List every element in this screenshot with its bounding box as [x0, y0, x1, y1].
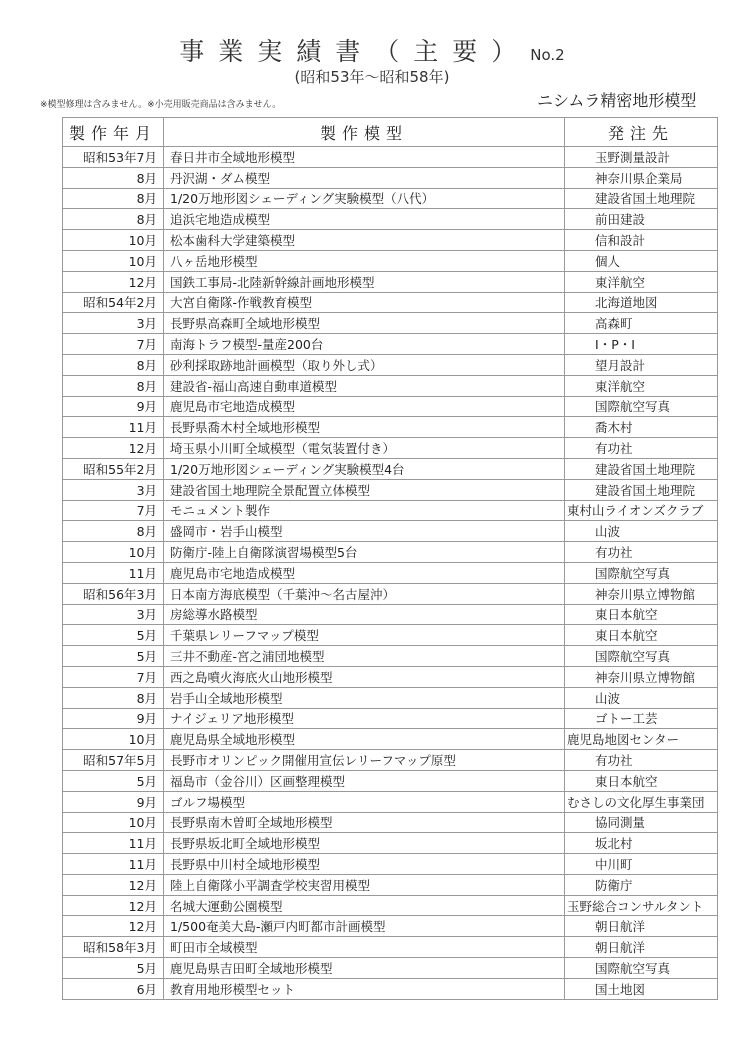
table-row: [63, 916, 718, 937]
date-cell: 昭和53年7月: [63, 147, 164, 168]
results-table: [62, 117, 718, 1000]
model-cell: 防衛庁-陸上自衛隊演習場模型5台: [164, 542, 565, 563]
table-row: [63, 854, 718, 875]
client-cell: 玉野総合コンサルタント: [565, 895, 718, 916]
date-cell: 7月: [63, 334, 164, 355]
date-cell: 昭和58年3月: [63, 937, 164, 958]
model-cell: 鹿児島県全域地形模型: [164, 729, 565, 750]
model-cell: 三井不動産-宮之浦団地模型: [164, 646, 565, 667]
table-row: [63, 874, 718, 895]
model-cell: 名城大運動公園模型: [164, 895, 565, 916]
table-row: [63, 458, 718, 479]
model-cell: 南海トラフ模型-量産200台: [164, 334, 565, 355]
model-cell: 鹿児島県吉田町全域地形模型: [164, 958, 565, 979]
date-cell: 9月: [63, 708, 164, 729]
table-row: [63, 354, 718, 375]
model-cell: 建設省国土地理院全景配置立体模型: [164, 479, 565, 500]
date-cell: 8月: [63, 167, 164, 188]
model-cell: 埼玉県小川町全域模型（電気装置付き）: [164, 438, 565, 459]
client-cell: 東村山ライオンズクラブ: [565, 500, 718, 521]
client-cell: 前田建設: [565, 209, 718, 230]
table-row: [63, 250, 718, 271]
date-cell: 7月: [63, 666, 164, 687]
table-row: [63, 375, 718, 396]
client-cell: 東日本航空: [565, 625, 718, 646]
date-cell: 10月: [63, 542, 164, 563]
date-cell: 10月: [63, 250, 164, 271]
client-cell: 有功社: [565, 750, 718, 771]
client-cell: 朝日航洋: [565, 937, 718, 958]
client-cell: 山波: [565, 521, 718, 542]
model-cell: 砂利採取跡地計画模型（取り外し式）: [164, 354, 565, 375]
model-cell: 陸上自衛隊小平調査学校実習用模型: [164, 874, 565, 895]
model-cell: 岩手山全域地形模型: [164, 687, 565, 708]
table-row: [63, 833, 718, 854]
client-cell: 東日本航空: [565, 604, 718, 625]
client-cell: 国際航空写真: [565, 396, 718, 417]
exclusion-note: ※模型修理は含みません。※小売用販売商品は含みません。: [40, 100, 282, 110]
date-cell: 12月: [63, 874, 164, 895]
client-cell: 北海道地図: [565, 292, 718, 313]
date-cell: 12月: [63, 438, 164, 459]
document-number: No.2: [530, 46, 565, 64]
date-cell: 11月: [63, 854, 164, 875]
date-cell: 5月: [63, 958, 164, 979]
table-row: [63, 812, 718, 833]
client-cell: 東日本航空: [565, 770, 718, 791]
client-cell: 有功社: [565, 438, 718, 459]
date-cell: 3月: [63, 313, 164, 334]
table-row: [63, 230, 718, 251]
date-cell: 11月: [63, 417, 164, 438]
date-cell: 10月: [63, 230, 164, 251]
date-cell: 9月: [63, 396, 164, 417]
title-text: 事業実績書（主要）: [179, 37, 531, 66]
client-cell: 建設省国土地理院: [565, 479, 718, 500]
column-header-date: 製作年月: [63, 118, 164, 147]
table-row: [63, 625, 718, 646]
model-cell: 長野市オリンピック開催用宣伝レリーフマップ原型: [164, 750, 565, 771]
client-cell: I・P・I: [565, 334, 718, 355]
column-header-client: 発注先: [565, 118, 718, 147]
date-cell: 5月: [63, 770, 164, 791]
table-row: [63, 313, 718, 334]
client-cell: 防衛庁: [565, 874, 718, 895]
date-cell: 5月: [63, 625, 164, 646]
table-row: [63, 521, 718, 542]
client-cell: 高森町: [565, 313, 718, 334]
table-row: [63, 646, 718, 667]
table-row: [63, 937, 718, 958]
date-cell: 5月: [63, 646, 164, 667]
date-cell: 8月: [63, 521, 164, 542]
client-cell: 望月設計: [565, 354, 718, 375]
model-cell: 春日井市全域地形模型: [164, 147, 565, 168]
client-cell: 国際航空写真: [565, 958, 718, 979]
date-cell: 12月: [63, 271, 164, 292]
model-cell: 大宮自衛隊-作戦教育模型: [164, 292, 565, 313]
table-row: [63, 271, 718, 292]
table-row: [63, 958, 718, 979]
client-cell: 国際航空写真: [565, 562, 718, 583]
model-cell: 建設省-福山高速自動車道模型: [164, 375, 565, 396]
client-cell: 中川町: [565, 854, 718, 875]
table-row: [63, 147, 718, 168]
model-cell: 丹沢湖・ダム模型: [164, 167, 565, 188]
model-cell: 日本南方海底模型（千葉沖～名古屋沖）: [164, 583, 565, 604]
model-cell: 1/20万地形図シェーディング実験模型4台: [164, 458, 565, 479]
date-cell: 8月: [63, 188, 164, 209]
model-cell: 房総導水路模型: [164, 604, 565, 625]
table-row: [63, 604, 718, 625]
model-cell: 長野県高森町全域地形模型: [164, 313, 565, 334]
table-row: [63, 750, 718, 771]
client-cell: 坂北村: [565, 833, 718, 854]
client-cell: 神奈川県立博物館: [565, 583, 718, 604]
table-row: [63, 167, 718, 188]
table-row: [63, 583, 718, 604]
client-cell: 建設省国土地理院: [565, 458, 718, 479]
table-row: [63, 687, 718, 708]
date-cell: 8月: [63, 354, 164, 375]
document-title: [0, 32, 744, 68]
date-cell: 8月: [63, 375, 164, 396]
date-cell: 昭和57年5月: [63, 750, 164, 771]
table-row: [63, 334, 718, 355]
client-cell: 玉野測量設計: [565, 147, 718, 168]
client-cell: ゴトー工芸: [565, 708, 718, 729]
date-cell: 11月: [63, 562, 164, 583]
date-cell: 昭和54年2月: [63, 292, 164, 313]
model-cell: 1/500奄美大島-瀬戸内町都市計画模型: [164, 916, 565, 937]
table-row: [63, 479, 718, 500]
model-cell: ナイジェリア地形模型: [164, 708, 565, 729]
client-cell: 朝日航洋: [565, 916, 718, 937]
table-row: [63, 292, 718, 313]
model-cell: 盛岡市・岩手山模型: [164, 521, 565, 542]
table-row: [63, 895, 718, 916]
client-cell: 個人: [565, 250, 718, 271]
model-cell: 追浜宅地造成模型: [164, 209, 565, 230]
client-cell: 国土地図: [565, 978, 718, 999]
table-row: [63, 729, 718, 750]
model-cell: 鹿児島市宅地造成模型: [164, 562, 565, 583]
date-cell: 8月: [63, 209, 164, 230]
table-row: [63, 396, 718, 417]
table-header: [63, 118, 718, 147]
company-name: ニシムラ精密地形模型: [537, 91, 697, 110]
model-cell: 1/20万地形図シェーディング実験模型（八代）: [164, 188, 565, 209]
period: (昭和53年～昭和58年): [294, 68, 450, 86]
model-cell: 福島市（金谷川）区画整理模型: [164, 770, 565, 791]
table-row: [63, 791, 718, 812]
client-cell: 東洋航空: [565, 375, 718, 396]
column-header-model: 製作模型: [164, 118, 565, 147]
date-cell: 6月: [63, 978, 164, 999]
model-cell: モニュメント製作: [164, 500, 565, 521]
model-cell: 町田市全域模型: [164, 937, 565, 958]
model-cell: 長野県喬木村全域地形模型: [164, 417, 565, 438]
model-cell: 長野県中川村全域地形模型: [164, 854, 565, 875]
table-row: [63, 417, 718, 438]
model-cell: 長野県坂北町全域地形模型: [164, 833, 565, 854]
model-cell: 松本歯科大学建築模型: [164, 230, 565, 251]
model-cell: 鹿児島市宅地造成模型: [164, 396, 565, 417]
date-cell: 10月: [63, 729, 164, 750]
date-cell: 8月: [63, 687, 164, 708]
client-cell: 神奈川県企業局: [565, 167, 718, 188]
table-row: [63, 500, 718, 521]
table-row: [63, 708, 718, 729]
client-cell: 国際航空写真: [565, 646, 718, 667]
table-row: [63, 188, 718, 209]
date-cell: 9月: [63, 791, 164, 812]
date-cell: 12月: [63, 895, 164, 916]
date-cell: 昭和55年2月: [63, 458, 164, 479]
model-cell: ゴルフ場模型: [164, 791, 565, 812]
model-cell: 教育用地形模型セット: [164, 978, 565, 999]
table-row: [63, 438, 718, 459]
table-row: [63, 209, 718, 230]
model-cell: 八ヶ岳地形模型: [164, 250, 565, 271]
table-row: [63, 562, 718, 583]
client-cell: むさしの文化厚生事業団: [565, 791, 718, 812]
client-cell: 東洋航空: [565, 271, 718, 292]
client-cell: 建設省国土地理院: [565, 188, 718, 209]
client-cell: 協同測量: [565, 812, 718, 833]
model-cell: 千葉県レリーフマップ模型: [164, 625, 565, 646]
table-row: [63, 542, 718, 563]
table-row: [63, 666, 718, 687]
model-cell: 国鉄工事局-北陸新幹線計画地形模型: [164, 271, 565, 292]
date-cell: 7月: [63, 500, 164, 521]
date-cell: 11月: [63, 833, 164, 854]
table-row: [63, 978, 718, 999]
date-cell: 3月: [63, 479, 164, 500]
date-cell: 10月: [63, 812, 164, 833]
client-cell: 有功社: [565, 542, 718, 563]
client-cell: 神奈川県立博物館: [565, 666, 718, 687]
model-cell: 長野県南木曽町全域地形模型: [164, 812, 565, 833]
client-cell: 信和設計: [565, 230, 718, 251]
date-cell: 12月: [63, 916, 164, 937]
date-cell: 昭和56年3月: [63, 583, 164, 604]
client-cell: 山波: [565, 687, 718, 708]
client-cell: 喬木村: [565, 417, 718, 438]
client-cell: 鹿児島地図センター: [565, 729, 718, 750]
model-cell: 西之島噴火海底火山地形模型: [164, 666, 565, 687]
table-row: [63, 770, 718, 791]
date-cell: 3月: [63, 604, 164, 625]
